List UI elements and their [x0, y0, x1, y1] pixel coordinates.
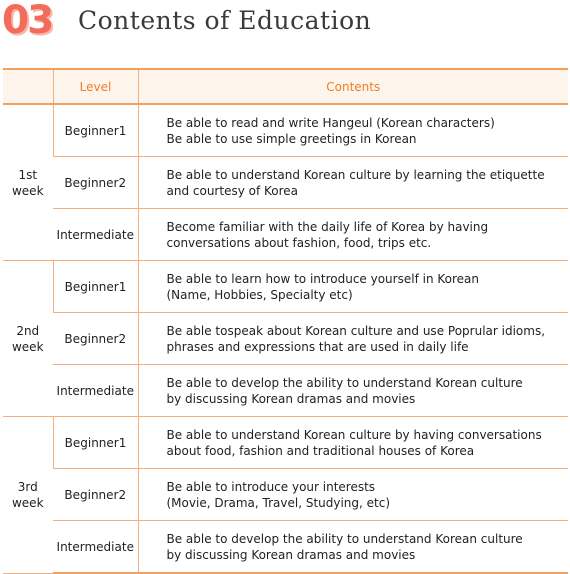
- table-row: [3, 365, 568, 417]
- table-row: [3, 157, 568, 209]
- contents-cell: [138, 521, 568, 574]
- week-label-line: 3rd: [17, 479, 38, 494]
- contents-line: Be able to develop the ability to understand Korean culture: [166, 375, 523, 390]
- week-label: [3, 261, 53, 417]
- contents-line: (Name, Hobbies, Specialty etc): [166, 287, 353, 302]
- section-header: [0, 0, 570, 56]
- table-row: [3, 469, 568, 521]
- table-row: [3, 104, 568, 157]
- contents-line: Be able to introduce your interests: [166, 479, 376, 494]
- contents-cell: [138, 209, 568, 261]
- section-number: 03: [2, 0, 53, 43]
- header-level: Level: [53, 69, 138, 104]
- level-cell: Beginner2: [53, 469, 138, 521]
- level-cell: Intermediate: [53, 365, 138, 417]
- contents-cell: [138, 469, 568, 521]
- contents-line: Become familiar with the daily life of Korea by having: [166, 219, 489, 234]
- page-title: Contents of Education: [78, 6, 372, 35]
- contents-line: Be able to read and write Hangeul (Korean characters): [166, 115, 495, 130]
- table-header-row: [3, 69, 568, 104]
- contents-line: Be able to understand Korean culture by having conversations: [166, 427, 542, 442]
- contents-cell: [138, 104, 568, 157]
- week-label-line: week: [11, 339, 44, 354]
- level-cell: Beginner1: [53, 261, 138, 313]
- week-label: [3, 417, 53, 574]
- level-cell: Beginner1: [53, 104, 138, 157]
- contents-line: Be able to use simple greetings in Korean: [166, 131, 417, 146]
- contents-cell: [138, 261, 568, 313]
- contents-line: about food, fashion and traditional houses of Korea: [166, 443, 475, 458]
- table-row: [3, 417, 568, 469]
- contents-line: Be able to develop the ability to understand Korean culture: [166, 531, 523, 546]
- table-body: [3, 104, 568, 573]
- contents-line: and courtesy of Korea: [166, 183, 299, 198]
- level-cell: Beginner2: [53, 157, 138, 209]
- contents-line: Be able tospeak about Korean culture and use Poprular idioms,: [166, 323, 546, 338]
- header-week: [3, 69, 53, 104]
- level-cell: Intermediate: [53, 209, 138, 261]
- contents-cell: [138, 365, 568, 417]
- education-contents-table: [3, 68, 568, 574]
- contents-cell: [138, 417, 568, 469]
- week-label-line: 1st: [18, 167, 38, 182]
- contents-cell: [138, 313, 568, 365]
- level-cell: Intermediate: [53, 521, 138, 574]
- contents-line: Be able to understand Korean culture by learning the etiquette: [166, 167, 545, 182]
- level-cell: Beginner1: [53, 417, 138, 469]
- header-contents: Contents: [138, 69, 568, 104]
- contents-line: Be able to learn how to introduce yourself in Korean: [166, 271, 479, 286]
- week-label-line: week: [11, 183, 44, 198]
- contents-line: by discussing Korean dramas and movies: [166, 391, 416, 406]
- contents-line: (Movie, Drama, Travel, Studying, etc): [166, 495, 391, 510]
- contents-cell: [138, 157, 568, 209]
- level-cell: Beginner2: [53, 313, 138, 365]
- contents-line: by discussing Korean dramas and movies: [166, 547, 416, 562]
- table-row: [3, 209, 568, 261]
- table-row: [3, 261, 568, 313]
- table-row: [3, 521, 568, 574]
- week-label-line: 2nd: [16, 323, 40, 338]
- week-label: [3, 104, 53, 261]
- contents-line: conversations about fashion, food, trips etc.: [166, 235, 432, 250]
- contents-line: phrases and expressions that are used in daily life: [166, 339, 469, 354]
- table-row: [3, 313, 568, 365]
- week-label-line: week: [11, 495, 44, 510]
